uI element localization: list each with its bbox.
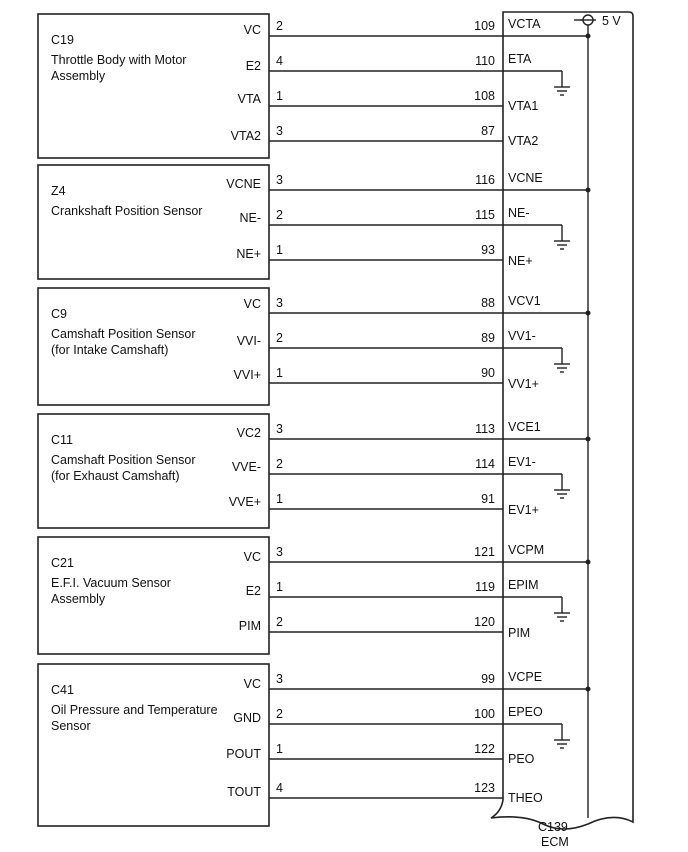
ecm-terminal-label: NE+ — [508, 254, 533, 268]
ecm-pin-number: 108 — [474, 89, 495, 103]
ecm-pin-number: 113 — [475, 422, 495, 436]
ecm-pin-number: 90 — [481, 366, 495, 380]
component-name: Assembly — [51, 592, 106, 606]
component-terminal-label: TOUT — [227, 785, 261, 799]
ecm-terminal-label: VV1+ — [508, 377, 539, 391]
ecm-terminal-label: EV1- — [508, 455, 536, 469]
junction-dot — [586, 188, 591, 193]
component-pin-number: 1 — [276, 492, 283, 506]
component-pin-number: 2 — [276, 615, 283, 629]
component-pin-number: 2 — [276, 19, 283, 33]
component-pin-number: 3 — [276, 173, 283, 187]
component-name: Oil Pressure and Temperature — [51, 703, 218, 717]
component-terminal-label: VC — [243, 677, 261, 691]
component-pin-number: 3 — [276, 672, 283, 686]
component-name: Sensor — [51, 719, 91, 733]
component-terminal-label: VVE- — [231, 460, 261, 474]
component-pin-number: 2 — [276, 707, 283, 721]
component-terminal-label: E2 — [245, 59, 261, 73]
ecm-pin-number: 99 — [481, 672, 495, 686]
component-terminal-label: VVI- — [236, 334, 261, 348]
component-pin-number: 1 — [276, 243, 283, 257]
ecm-terminal-label: EPIM — [508, 578, 539, 592]
ecm-pin-number: 100 — [474, 707, 495, 721]
component-terminal-label: VCNE — [226, 177, 261, 191]
junction-dot — [586, 311, 591, 316]
ecm-pin-number: 93 — [481, 243, 495, 257]
component-pin-number: 4 — [276, 781, 283, 795]
ecm-terminal-label: VTA1 — [508, 99, 539, 113]
ecm-pin-number: 87 — [481, 124, 495, 138]
ecm-pin-number: 121 — [474, 545, 495, 559]
ecm-connector-label: C139 — [538, 820, 568, 834]
component-id: C19 — [51, 33, 74, 47]
component-terminal-label: E2 — [245, 584, 261, 598]
ecm-terminal-label: PIM — [508, 626, 531, 640]
component-terminal-label: VVE+ — [228, 495, 261, 509]
component-terminal-label: VTA — [237, 92, 261, 106]
junction-dot — [586, 34, 591, 39]
component-pin-number: 3 — [276, 422, 283, 436]
component-name: Crankshaft Position Sensor — [51, 204, 203, 218]
component-id: Z4 — [51, 184, 66, 198]
component-name: Camshaft Position Sensor — [51, 327, 196, 341]
component-pin-number: 1 — [276, 366, 283, 380]
component-terminal-label: VTA2 — [230, 129, 261, 143]
component-pin-number: 1 — [276, 89, 283, 103]
component-terminal-label: VC — [243, 23, 261, 37]
component-terminal-label: POUT — [226, 747, 261, 761]
component-terminal-label: VC — [243, 550, 261, 564]
component-name: E.F.I. Vacuum Sensor — [51, 576, 171, 590]
junction-dot — [586, 560, 591, 565]
ecm-terminal-label: VCPM — [508, 543, 545, 557]
component-terminal-label: GND — [233, 711, 261, 725]
component-name: Assembly — [51, 69, 106, 83]
component-terminal-label: VC — [243, 297, 261, 311]
ecm-pin-number: 122 — [474, 742, 495, 756]
component-terminal-label: PIM — [238, 619, 261, 633]
ecm-pin-number: 91 — [481, 492, 495, 506]
component-pin-number: 1 — [276, 580, 283, 594]
component-name: Camshaft Position Sensor — [51, 453, 196, 467]
component-terminal-label: VVI+ — [233, 368, 261, 382]
component-terminal-label: NE+ — [236, 247, 261, 261]
ecm-terminal-label: THEO — [508, 791, 543, 805]
ecm-pin-number: 119 — [475, 580, 495, 594]
component-name: (for Exhaust Camshaft) — [51, 469, 180, 483]
junction-dot — [586, 687, 591, 692]
ecm-terminal-label: EPEO — [508, 705, 543, 719]
ecm-pin-number: 120 — [474, 615, 495, 629]
supply-voltage-label: 5 V — [602, 14, 621, 28]
component-pin-number: 2 — [276, 208, 283, 222]
component-pin-number: 4 — [276, 54, 283, 68]
component-pin-number: 3 — [276, 124, 283, 138]
component-id: C21 — [51, 556, 74, 570]
component-terminal-label: VC2 — [236, 426, 261, 440]
component-pin-number: 1 — [276, 742, 283, 756]
ecm-terminal-label: VCTA — [508, 17, 541, 31]
component-id: C9 — [51, 307, 67, 321]
ecm-terminal-label: NE- — [508, 206, 530, 220]
ecm-pin-number: 123 — [474, 781, 495, 795]
ecm-terminal-label: VV1- — [508, 329, 536, 343]
component-terminal-label: NE- — [239, 211, 261, 225]
ecm-pin-number: 89 — [481, 331, 495, 345]
component-id: C41 — [51, 683, 74, 697]
ecm-terminal-label: EV1+ — [508, 503, 539, 517]
ecm-terminal-label: VTA2 — [508, 134, 539, 148]
ecm-pin-number: 114 — [475, 457, 495, 471]
component-pin-number: 3 — [276, 296, 283, 310]
component-pin-number: 2 — [276, 457, 283, 471]
ecm-terminal-label: VCE1 — [508, 420, 541, 434]
ecm-terminal-label: ETA — [508, 52, 532, 66]
ecm-pin-number: 116 — [475, 173, 495, 187]
junction-dot — [586, 437, 591, 442]
ecm-pin-number: 109 — [474, 19, 495, 33]
ecm-pin-number: 110 — [475, 54, 495, 68]
ecm-terminal-label: PEO — [508, 752, 535, 766]
component-pin-number: 2 — [276, 331, 283, 345]
ecm-name-label: ECM — [541, 835, 569, 849]
ecm-pin-number: 88 — [481, 296, 495, 310]
component-name: Throttle Body with Motor — [51, 53, 187, 67]
component-pin-number: 3 — [276, 545, 283, 559]
ecm-terminal-label: VCV1 — [508, 294, 541, 308]
ecm-terminal-label: VCNE — [508, 171, 543, 185]
ecm-terminal-label: VCPE — [508, 670, 543, 684]
ecm-pin-number: 115 — [475, 208, 495, 222]
component-id: C11 — [51, 433, 74, 447]
component-name: (for Intake Camshaft) — [51, 343, 169, 357]
